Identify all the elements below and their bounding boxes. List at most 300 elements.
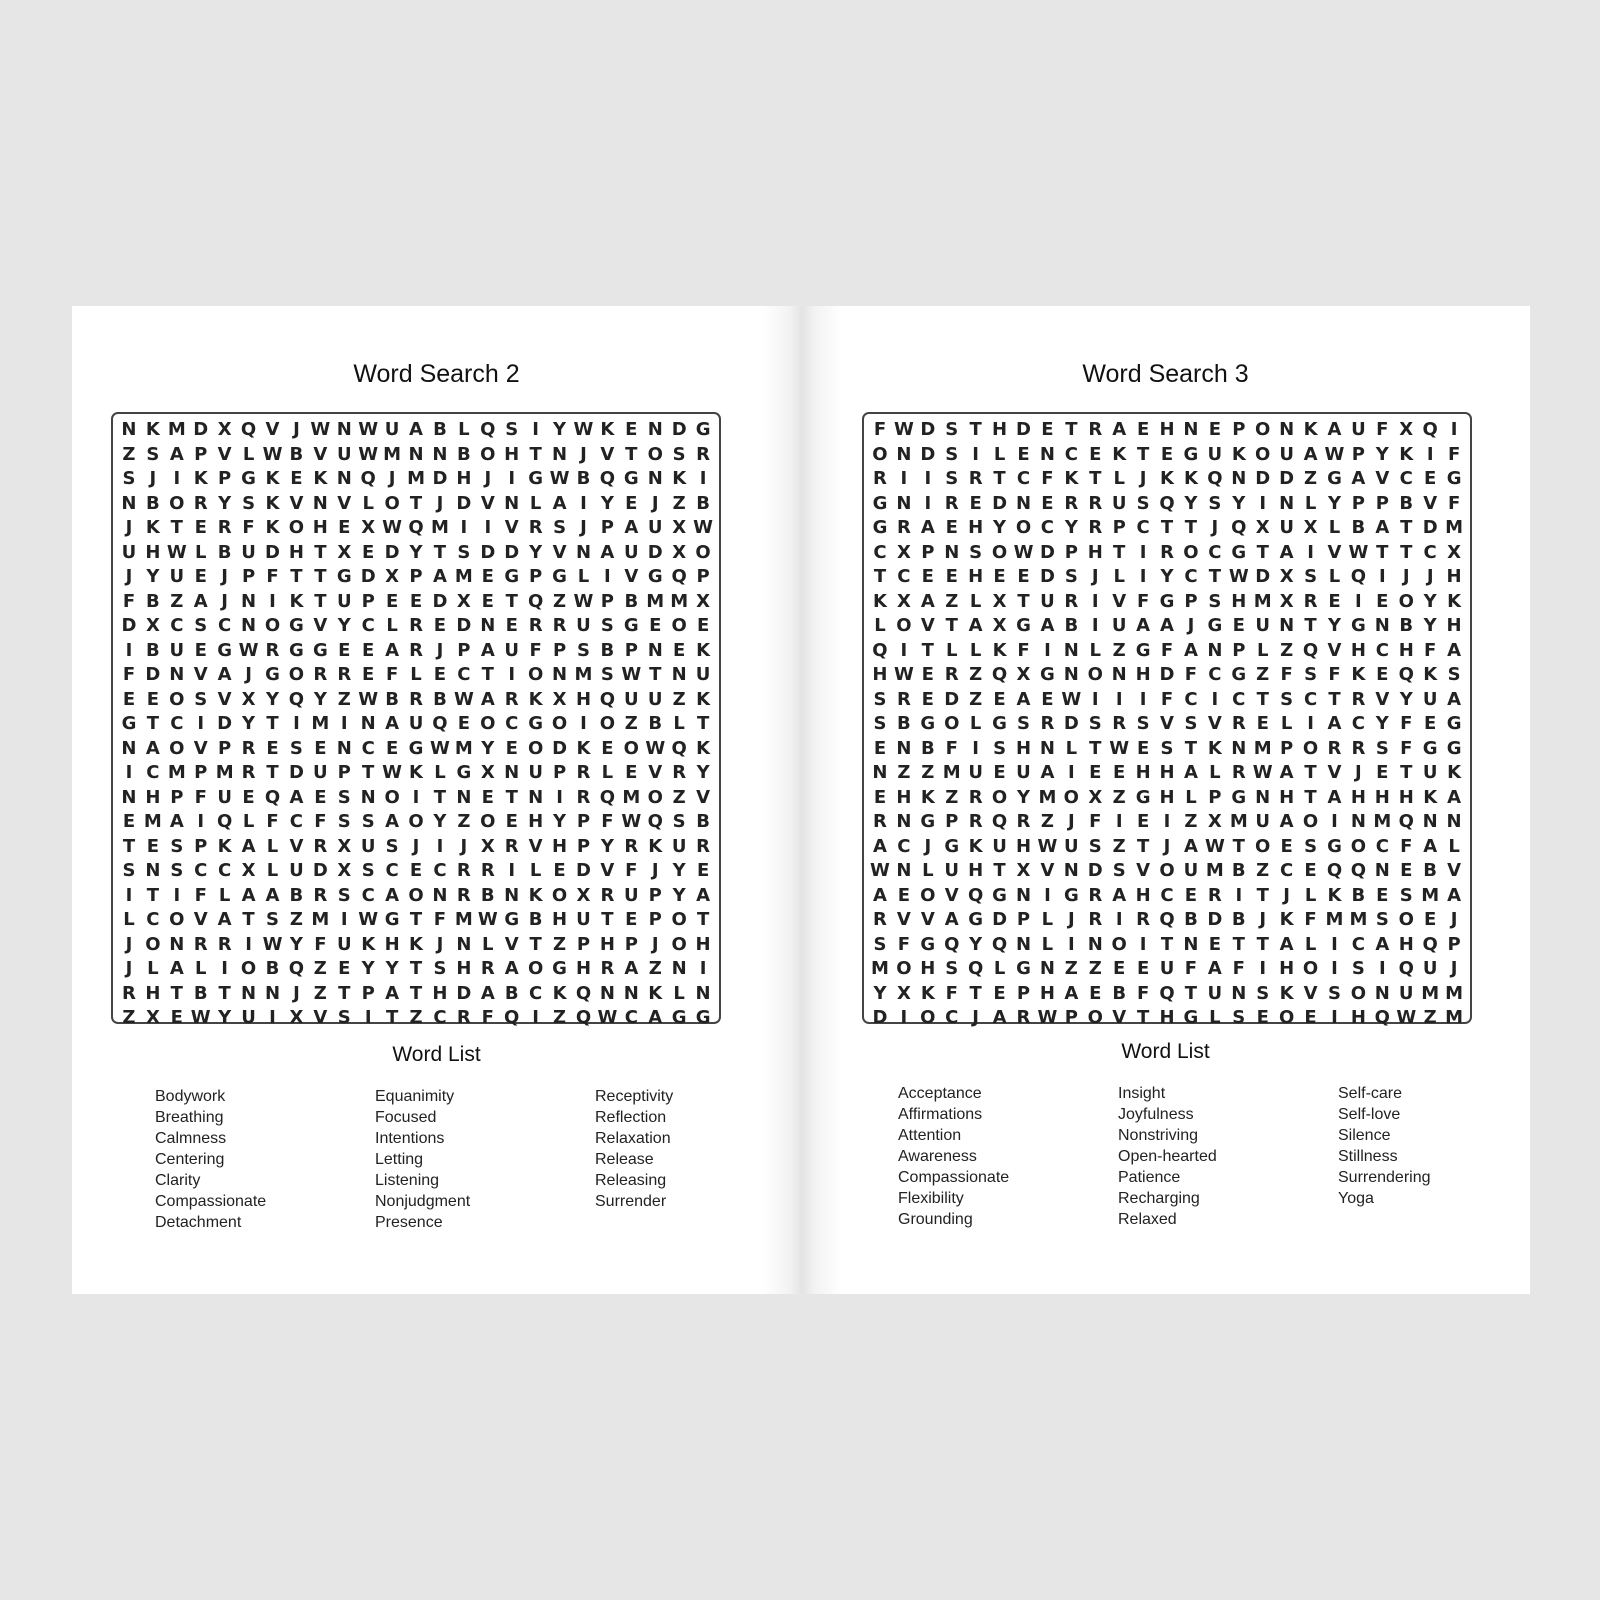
grid-letter: T — [433, 786, 447, 808]
grid-letter: K — [552, 982, 567, 1004]
grid-letter: X — [1207, 811, 1222, 832]
grid-letter: X — [896, 590, 911, 612]
grid-letter: Y — [146, 566, 160, 587]
grid-letter: R — [193, 492, 208, 514]
grid-letter: D — [121, 615, 137, 636]
grid-letter: E — [1089, 982, 1102, 1004]
word-list-item: Affirmations — [898, 1106, 983, 1123]
grid-letter: H — [1135, 664, 1151, 685]
grid-letter: U — [968, 762, 983, 783]
grid-letter: V — [1112, 590, 1127, 612]
grid-row — [117, 859, 715, 884]
grid-letter: Z — [969, 664, 983, 685]
grid-letter: N — [575, 541, 592, 563]
grid-letter: G — [968, 909, 984, 930]
grid-letter: E — [969, 492, 982, 514]
grid-letter: N — [1015, 492, 1032, 514]
grid-letter: I — [269, 590, 276, 612]
grid-letter: N — [528, 786, 544, 808]
grid-letter: I — [125, 639, 133, 661]
grid-letter: Y — [1064, 517, 1078, 538]
grid-letter: A — [169, 811, 184, 832]
grid-letter: B — [1184, 909, 1198, 930]
word-list-title: Word List — [392, 1043, 481, 1066]
grid-letter: K — [193, 468, 208, 489]
grid-letter: N — [360, 786, 376, 808]
grid-letter: K — [648, 835, 663, 857]
grid-letter: L — [242, 811, 255, 832]
grid-letter: K — [576, 737, 591, 759]
grid-letter: I — [508, 468, 516, 489]
grid-letter: F — [1304, 909, 1317, 930]
grid-letter: A — [1375, 933, 1390, 955]
word-column — [1118, 1083, 1338, 1230]
grid-letter: C — [945, 1007, 959, 1028]
grid-letter: P — [337, 762, 351, 783]
grid-letter: Z — [457, 811, 471, 832]
grid-letter: K — [1423, 664, 1438, 685]
grid-letter: P — [1208, 786, 1222, 808]
grid-letter: G — [384, 909, 400, 930]
grid-letter: T — [1184, 517, 1198, 538]
grid-letter: I — [900, 639, 908, 661]
grid-letter: B — [1351, 517, 1366, 538]
grid-letter: I — [699, 958, 707, 979]
grid-letter: Q — [1422, 933, 1438, 955]
grid-letter: Z — [1112, 639, 1126, 661]
grid-letter: A — [385, 639, 400, 661]
grid-letter: D — [1255, 566, 1271, 587]
grid-letter: A — [1279, 541, 1294, 563]
grid-letter: L — [1280, 713, 1293, 734]
grid-letter: X — [289, 1007, 304, 1028]
grid-letter: O — [1278, 1007, 1295, 1028]
grid-letter: C — [146, 762, 160, 783]
grid-letter: F — [314, 811, 327, 832]
grid-letter: I — [924, 468, 932, 489]
grid-letter: L — [386, 615, 398, 636]
grid-letter: V — [480, 492, 495, 514]
grid-letter: Q — [288, 688, 305, 710]
grid-letter: T — [1304, 615, 1317, 636]
grid-letter: J — [293, 982, 300, 1004]
grid-letter: K — [872, 590, 887, 612]
grid-letter: V — [1207, 713, 1222, 734]
grid-letter: A — [1160, 615, 1174, 636]
grid-letter: V — [1375, 468, 1390, 489]
grid-letter: B — [576, 468, 591, 489]
grid-letter: G — [265, 664, 280, 685]
grid-letter: Z — [553, 590, 567, 612]
grid-letter: L — [993, 958, 1006, 979]
grid-letter: N — [1039, 737, 1055, 759]
grid-letter: F — [1400, 713, 1413, 734]
grid-letter: G — [920, 713, 936, 734]
grid-letter: K — [1399, 443, 1414, 465]
grid-letter: T — [409, 492, 423, 514]
grid-letter: N — [241, 590, 257, 612]
grid-letter: Z — [1064, 958, 1078, 979]
grid-letter: K — [1231, 443, 1246, 465]
grid-letter: H — [575, 688, 592, 710]
grid-letter: I — [1139, 688, 1147, 710]
grid-letter: M — [1349, 909, 1368, 930]
grid-letter: R — [576, 786, 591, 808]
grid-letter: H — [1087, 541, 1103, 563]
grid-letter: A — [1447, 884, 1462, 906]
grid-letter: G — [1183, 443, 1199, 465]
grid-letter: Y — [553, 419, 567, 440]
grid-letter: U — [624, 541, 639, 563]
grid-letter: O — [1087, 664, 1103, 685]
grid-letter: W — [358, 909, 379, 930]
grid-letter: H — [1350, 639, 1366, 661]
grid-letter: U — [217, 786, 232, 808]
grid-letter: S — [1064, 566, 1078, 587]
word-list — [155, 1086, 815, 1233]
grid-letter: L — [147, 958, 159, 979]
grid-letter: A — [385, 884, 400, 906]
grid-letter: G — [1183, 1007, 1199, 1028]
grid-letter: F — [945, 737, 958, 759]
grid-row — [868, 565, 1466, 590]
grid-row — [117, 418, 715, 443]
grid-letter: D — [456, 982, 472, 1004]
grid-letter: S — [1088, 835, 1102, 857]
grid-letter: C — [1303, 688, 1318, 710]
grid-letter: P — [194, 762, 208, 783]
grid-letter: Y — [265, 688, 280, 710]
grid-letter: C — [1351, 713, 1365, 734]
grid-letter: A — [385, 982, 400, 1004]
grid-letter: U — [1207, 982, 1223, 1004]
grid-letter: B — [624, 590, 639, 612]
grid-letter: W — [1013, 541, 1034, 563]
grid-letter: T — [338, 982, 351, 1004]
grid-letter: A — [1040, 762, 1055, 783]
grid-letter: I — [1139, 933, 1147, 955]
grid-letter: E — [1089, 762, 1102, 783]
grid-letter: K — [289, 590, 304, 612]
grid-letter: Q — [671, 737, 687, 759]
grid-letter: U — [504, 639, 520, 661]
grid-letter: Q — [1350, 860, 1367, 881]
grid-letter: M — [871, 958, 889, 979]
grid-letter: J — [651, 860, 659, 881]
grid-letter: I — [125, 884, 133, 906]
grid-letter: R — [1327, 737, 1342, 759]
grid-letter: R — [313, 835, 328, 857]
grid-letter: N — [1063, 664, 1079, 685]
grid-letter: H — [599, 933, 615, 955]
grid-letter: Q — [1350, 566, 1367, 587]
grid-letter: G — [1327, 468, 1342, 489]
grid-letter: F — [1089, 811, 1102, 832]
grid-letter: F — [122, 590, 136, 612]
grid-letter: E — [194, 639, 207, 661]
grid-letter: U — [576, 909, 591, 930]
grid-letter: N — [1015, 933, 1032, 955]
grid-letter: N — [1039, 958, 1055, 979]
grid-letter: G — [1351, 615, 1366, 636]
grid-letter: U — [1422, 958, 1438, 979]
grid-letter: A — [1183, 835, 1198, 857]
grid-letter: O — [527, 958, 544, 979]
word-list-item: Grounding — [898, 1211, 973, 1228]
grid-letter: N — [1279, 419, 1295, 440]
grid-letter: J — [484, 468, 492, 489]
grid-letter: U — [336, 590, 352, 612]
grid-letter: E — [696, 860, 710, 881]
grid-letter: N — [671, 958, 687, 979]
grid-letter: B — [600, 639, 615, 661]
grid-letter: R — [552, 615, 567, 636]
grid-letter: F — [1184, 664, 1198, 685]
grid-letter: V — [265, 419, 280, 440]
grid-letter: B — [289, 884, 304, 906]
grid-letter: H — [1015, 835, 1032, 857]
grid-letter: U — [241, 1007, 256, 1028]
grid-letter: T — [170, 982, 183, 1004]
grid-letter: N — [1374, 860, 1390, 881]
grid-letter: E — [122, 811, 136, 832]
grid-letter: A — [1016, 688, 1031, 710]
word-list-item: Breathing — [155, 1109, 224, 1126]
grid-letter: F — [433, 909, 447, 930]
grid-letter: W — [1204, 835, 1225, 857]
word-list-item: Compassionate — [898, 1169, 1010, 1186]
word-list-item: Surrendering — [1338, 1169, 1431, 1186]
grid-letter: H — [1159, 1007, 1175, 1028]
grid-letter: Q — [504, 1007, 520, 1028]
grid-letter: E — [1113, 762, 1126, 783]
grid-letter: G — [920, 933, 936, 955]
grid-letter: I — [484, 517, 492, 538]
grid-letter: T — [1136, 835, 1150, 857]
grid-letter: Z — [1112, 835, 1126, 857]
grid-letter: D — [504, 541, 520, 563]
grid-letter: N — [1350, 811, 1366, 832]
grid-letter: T — [385, 1007, 399, 1028]
grid-letter: J — [1163, 835, 1171, 857]
grid-letter: L — [1304, 492, 1317, 514]
grid-letter: N — [944, 541, 960, 563]
grid-row — [868, 614, 1466, 639]
grid-letter: I — [1091, 688, 1099, 710]
grid-letter: V — [696, 786, 711, 808]
grid-letter: P — [921, 541, 935, 563]
grid-letter: N — [169, 933, 185, 955]
grid-letter: W — [477, 909, 498, 930]
grid-letter: R — [600, 884, 615, 906]
grid-letter: A — [480, 688, 495, 710]
grid-letter: L — [458, 419, 470, 440]
grid-letter: O — [944, 713, 960, 734]
grid-letter: N — [121, 492, 137, 514]
grid-letter: A — [624, 517, 639, 538]
grid-row — [117, 786, 715, 811]
grid-letter: A — [241, 835, 256, 857]
grid-letter: Q — [432, 713, 448, 734]
grid-letter: X — [1016, 664, 1031, 685]
grid-letter: G — [872, 517, 888, 538]
grid-letter: J — [125, 933, 133, 955]
grid-letter: Z — [553, 1007, 567, 1028]
grid-letter: L — [1209, 762, 1221, 783]
grid-letter: M — [383, 443, 402, 465]
grid-letter: U — [1207, 443, 1223, 465]
grid-letter: N — [1374, 615, 1390, 636]
grid-letter: E — [1256, 713, 1269, 734]
grid-letter: T — [1160, 933, 1174, 955]
grid-letter: M — [1445, 1007, 1464, 1028]
grid-letter: L — [673, 713, 685, 734]
grid-letter: G — [528, 468, 544, 489]
grid-letter: W — [893, 419, 914, 440]
grid-letter: E — [338, 958, 351, 979]
grid-letter: R — [456, 884, 471, 906]
grid-letter: N — [360, 713, 376, 734]
grid-letter: Q — [1207, 468, 1223, 489]
grid-letter: R — [1088, 517, 1103, 538]
grid-letter: N — [336, 468, 352, 489]
grid-letter: N — [695, 982, 711, 1004]
grid-letter: L — [969, 639, 982, 661]
grid-letter: G — [1231, 786, 1247, 808]
grid-letter: T — [290, 566, 303, 587]
grid-letter: G — [1231, 541, 1247, 563]
grid-letter: T — [122, 835, 136, 857]
grid-letter: N — [1446, 811, 1462, 832]
grid-letter: D — [1422, 517, 1438, 538]
word-list-item: Silence — [1338, 1127, 1391, 1144]
grid-letter: N — [1279, 615, 1295, 636]
grid-letter: E — [146, 688, 160, 710]
grid-letter: V — [289, 835, 304, 857]
grid-letter: H — [1159, 762, 1175, 783]
grid-letter: A — [1040, 615, 1055, 636]
grid-letter: C — [1136, 517, 1150, 538]
grid-row — [868, 590, 1466, 615]
grid-letter: I — [1211, 688, 1219, 710]
grid-letter: Y — [529, 541, 543, 563]
grid-letter: F — [1400, 835, 1413, 857]
grid-letter: Y — [433, 811, 447, 832]
grid-letter: Z — [897, 762, 911, 783]
grid-letter: Y — [1375, 713, 1389, 734]
grid-letter: O — [527, 737, 544, 759]
grid-letter: C — [361, 615, 375, 636]
grid-letter: I — [173, 468, 181, 489]
grid-letter: S — [969, 541, 983, 563]
grid-letter: T — [362, 762, 375, 783]
grid-letter: Q — [1398, 811, 1414, 832]
grid-letter: T — [1136, 443, 1150, 465]
grid-letter: A — [1279, 933, 1294, 955]
grid-letter: F — [194, 884, 207, 906]
grid-letter: G — [1135, 786, 1151, 808]
grid-letter: G — [1063, 884, 1079, 906]
grid-letter: N — [1183, 933, 1199, 955]
grid-letter: I — [221, 958, 228, 979]
grid-letter: U — [1279, 443, 1294, 465]
grid-letter: R — [409, 615, 423, 636]
grid-letter: F — [1160, 639, 1174, 661]
grid-letter: N — [1111, 664, 1127, 685]
grid-letter: N — [1015, 884, 1032, 906]
grid-letter: H — [1279, 958, 1295, 979]
grid-letter: T — [505, 590, 518, 612]
grid-letter: D — [1016, 419, 1031, 440]
grid-letter: P — [624, 933, 638, 955]
grid-letter: M — [143, 811, 162, 832]
grid-letter: L — [218, 884, 231, 906]
grid-letter: G — [552, 958, 567, 979]
grid-letter: T — [1184, 982, 1198, 1004]
grid-letter: R — [624, 835, 639, 857]
grid-letter: L — [123, 909, 135, 930]
grid-letter: D — [992, 492, 1008, 514]
grid-letter: N — [896, 443, 912, 465]
grid-letter: R — [337, 664, 352, 685]
grid-letter: I — [604, 566, 611, 587]
grid-letter: R — [968, 811, 983, 832]
grid-letter: U — [624, 884, 639, 906]
grid-row — [868, 982, 1466, 1007]
grid-letter: G — [1016, 615, 1031, 636]
grid-letter: T — [1400, 541, 1413, 563]
grid-letter: Q — [991, 664, 1008, 685]
grid-letter: J — [125, 958, 133, 979]
grid-letter: M — [1421, 982, 1440, 1004]
grid-letter: X — [456, 590, 471, 612]
grid-letter: Q — [240, 419, 257, 440]
grid-letter: S — [1017, 713, 1030, 734]
grid-letter: E — [1424, 713, 1437, 734]
grid-letter: N — [504, 884, 520, 906]
grid-letter: B — [528, 909, 543, 930]
grid-letter: N — [896, 811, 912, 832]
grid-letter: S — [600, 615, 614, 636]
grid-letter: F — [122, 664, 136, 685]
grid-letter: M — [942, 762, 961, 783]
grid-letter: L — [410, 664, 422, 685]
grid-letter: M — [1445, 982, 1464, 1004]
grid-letter: F — [1280, 664, 1293, 685]
grid-letter: B — [648, 713, 663, 734]
grid-letter: E — [1304, 1007, 1317, 1028]
grid-letter: C — [361, 884, 375, 906]
grid-letter: R — [696, 443, 711, 465]
grid-letter: X — [1399, 419, 1414, 440]
grid-letter: P — [1016, 909, 1031, 930]
grid-letter: H — [968, 860, 984, 881]
grid-letter: U — [1422, 688, 1438, 710]
grid-letter: R — [896, 688, 911, 710]
grid-letter: E — [945, 517, 958, 538]
grid-letter: E — [409, 860, 423, 881]
grid-letter: I — [924, 492, 932, 514]
grid-letter: T — [146, 884, 160, 906]
grid-letter: C — [218, 860, 232, 881]
grid-letter: R — [1351, 737, 1366, 759]
grid-letter: V — [313, 443, 328, 465]
grid-letter: R — [504, 835, 519, 857]
grid-letter: B — [146, 590, 160, 612]
grid-letter: G — [1446, 737, 1462, 759]
grid-letter: E — [601, 737, 614, 759]
grid-letter: X — [385, 566, 400, 587]
